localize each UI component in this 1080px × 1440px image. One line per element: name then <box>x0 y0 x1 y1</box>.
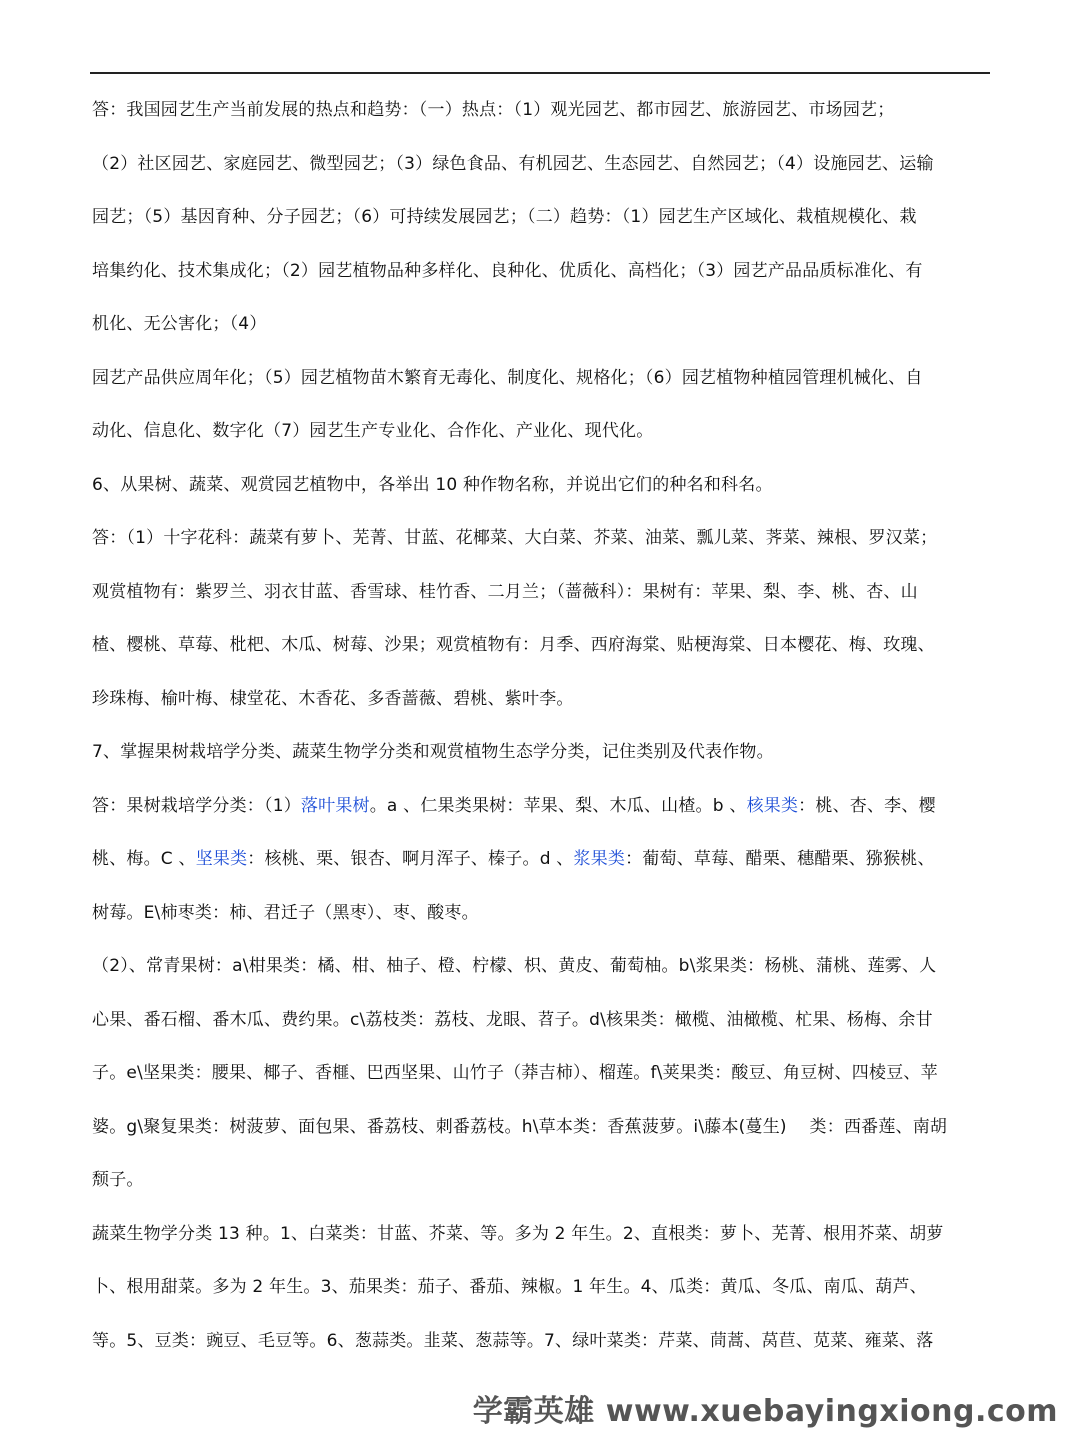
text-line <box>92 138 992 192</box>
text-line <box>92 994 992 1048</box>
document-body <box>92 84 992 1368</box>
text-segment: 答：（1）十字花科：蔬菜有萝卜、芜菁、甘蓝、花椰菜、大白菜、芥菜、油菜、瓢儿菜、荠菜、辣根、罗汉菜； <box>92 528 938 548</box>
text-line <box>92 512 992 566</box>
text-segment: （2）社区园艺、家庭园艺、微型园艺；（3）绿色食品、有机园艺、生态园艺、自然园艺；（4）设施园艺、运输 <box>92 153 934 174</box>
text-line <box>92 726 992 780</box>
text-segment: 蔬菜生物学分类 13 种。1、白菜类：甘蓝、芥菜、等。多为 2 年生。2、直根类：萝卜、芜菁、根用芥菜、胡萝 <box>92 1223 944 1244</box>
highlighted-term: 核果类 <box>746 795 799 816</box>
text-segment: 答：我国园艺生产当前发展的热点和趋势：（一）热点：（1）观光园艺、都市园艺、旅游园艺、市场园艺； <box>92 100 895 120</box>
text-line <box>92 940 992 994</box>
text-segment: ：桃、杏、李、樱 <box>798 795 936 816</box>
text-line <box>92 887 992 941</box>
text-line <box>92 1154 992 1208</box>
text-segment: 子。e\坚果类：腰果、椰子、香榧、巴西坚果、山竹子（莽吉柿）、榴莲。f\荚果类：酸豆、角豆树、四棱豆、苹 <box>92 1063 938 1083</box>
text-segment: 等。5、豆类：豌豆、毛豆等。6、葱蒜类。韭菜、葱蒜等。7、绿叶菜类：芹菜、茼蒿、莴苣、苋菜、雍菜、落 <box>92 1330 934 1351</box>
text-segment: 观赏植物有：紫罗兰、羽衣甘蓝、香雪球、桂竹香、二月兰；（蔷薇科）：果树有：苹果、梨、李、桃、杏、山 <box>92 581 918 602</box>
text-segment: 桃、梅。C 、 <box>92 849 196 869</box>
text-line <box>92 1315 992 1369</box>
text-segment: 颓子。 <box>92 1170 144 1190</box>
text-segment: 。a 、仁果类果树：苹果、梨、木瓜、山楂。b 、 <box>369 795 747 816</box>
highlighted-term: 落叶果树 <box>300 795 370 816</box>
text-segment: 楂、樱桃、草莓、枇杷、木瓜、树莓、沙果；观赏植物有：月季、西府海棠、贴梗海棠、日本樱花、梅、玫瑰、 <box>92 635 935 655</box>
text-line <box>92 780 992 834</box>
text-segment: 6、从果树、蔬菜、观赏园艺植物中，各举出 10 种作物名称，并说出它们的种名和科名。 <box>92 474 773 495</box>
text-line <box>92 833 992 887</box>
text-line <box>92 405 992 459</box>
text-segment: 园艺；（5）基因育种、分子园艺；（6）可持续发展园艺；（二）趋势：（1）园艺生产区域化、栽植规模化、栽 <box>92 207 917 227</box>
text-segment: 机化、无公害化；（4） <box>92 314 267 334</box>
text-line <box>92 1208 992 1262</box>
text-segment: 动化、信息化、数字化（7）园艺生产专业化、合作化、产业化、现代化。 <box>92 421 654 441</box>
text-line <box>92 619 992 673</box>
text-segment: 7、掌握果树栽培学分类、蔬菜生物学分类和观赏植物生态学分类，记住类别及代表作物。 <box>92 742 774 762</box>
text-line <box>92 245 992 299</box>
text-segment: 树莓。E\柿枣类：柿、君迁子（黑枣）、枣、酸枣。 <box>92 902 479 923</box>
text-line <box>92 1047 992 1101</box>
highlighted-term: 浆果类 <box>573 849 626 869</box>
text-line <box>92 1101 992 1155</box>
text-segment: ：核桃、栗、银杏、啊月浑子、榛子。d 、 <box>247 849 574 869</box>
highlighted-term: 坚果类 <box>195 849 248 869</box>
text-segment: 婆。g\聚复果类：树菠萝、面包果、番荔枝、刺番荔枝。h\草本类：香蕉菠萝。i\藤本(蔓生) 类：西番莲、南胡 <box>92 1116 948 1137</box>
text-segment: 卜、根用甜菜。多为 2 年生。3、茄果类：茄子、番茄、辣椒。1 年生。4、瓜类：黄瓜、冬瓜、南瓜、葫芦、 <box>92 1277 927 1297</box>
text-line <box>92 459 992 513</box>
site-watermark: 学霸英雄 www.xuebayingxiong.com <box>472 1394 1058 1429</box>
text-segment: 园艺产品供应周年化；（5）园艺植物苗木繁育无毒化、制度化、规格化；（6）园艺植物种植园管理机械化、自 <box>92 367 923 388</box>
text-segment: 珍珠梅、榆叶梅、棣堂花、木香花、多香蔷薇、碧桃、紫叶李。 <box>92 688 574 709</box>
text-line <box>92 298 992 352</box>
text-line <box>92 84 992 138</box>
text-segment: ：葡萄、草莓、醋栗、穗醋栗、猕猴桃、 <box>625 849 935 869</box>
text-segment: 答：果树栽培学分类：（1） <box>92 795 301 816</box>
text-line <box>92 191 992 245</box>
text-line <box>92 1261 992 1315</box>
text-segment: 培集约化、技术集成化；（2）园艺植物品种多样化、良种化、优质化、高档化；（3）园艺产品品质标准化、有 <box>92 260 923 281</box>
text-line <box>92 566 992 620</box>
header-divider <box>90 72 990 74</box>
text-segment: 心果、番石榴、番木瓜、费约果。c\荔枝类：荔枝、龙眼、苕子。d\核果类：橄榄、油橄榄、杧果、杨梅、余甘 <box>92 1009 933 1030</box>
text-segment: （2）、常青果树：a\柑果类：橘、柑、柚子、橙、柠檬、枳、黄皮、葡萄柚。b\浆果类：杨桃、蒲桃、莲雾、人 <box>92 956 937 976</box>
text-line <box>92 352 992 406</box>
text-line <box>92 673 992 727</box>
